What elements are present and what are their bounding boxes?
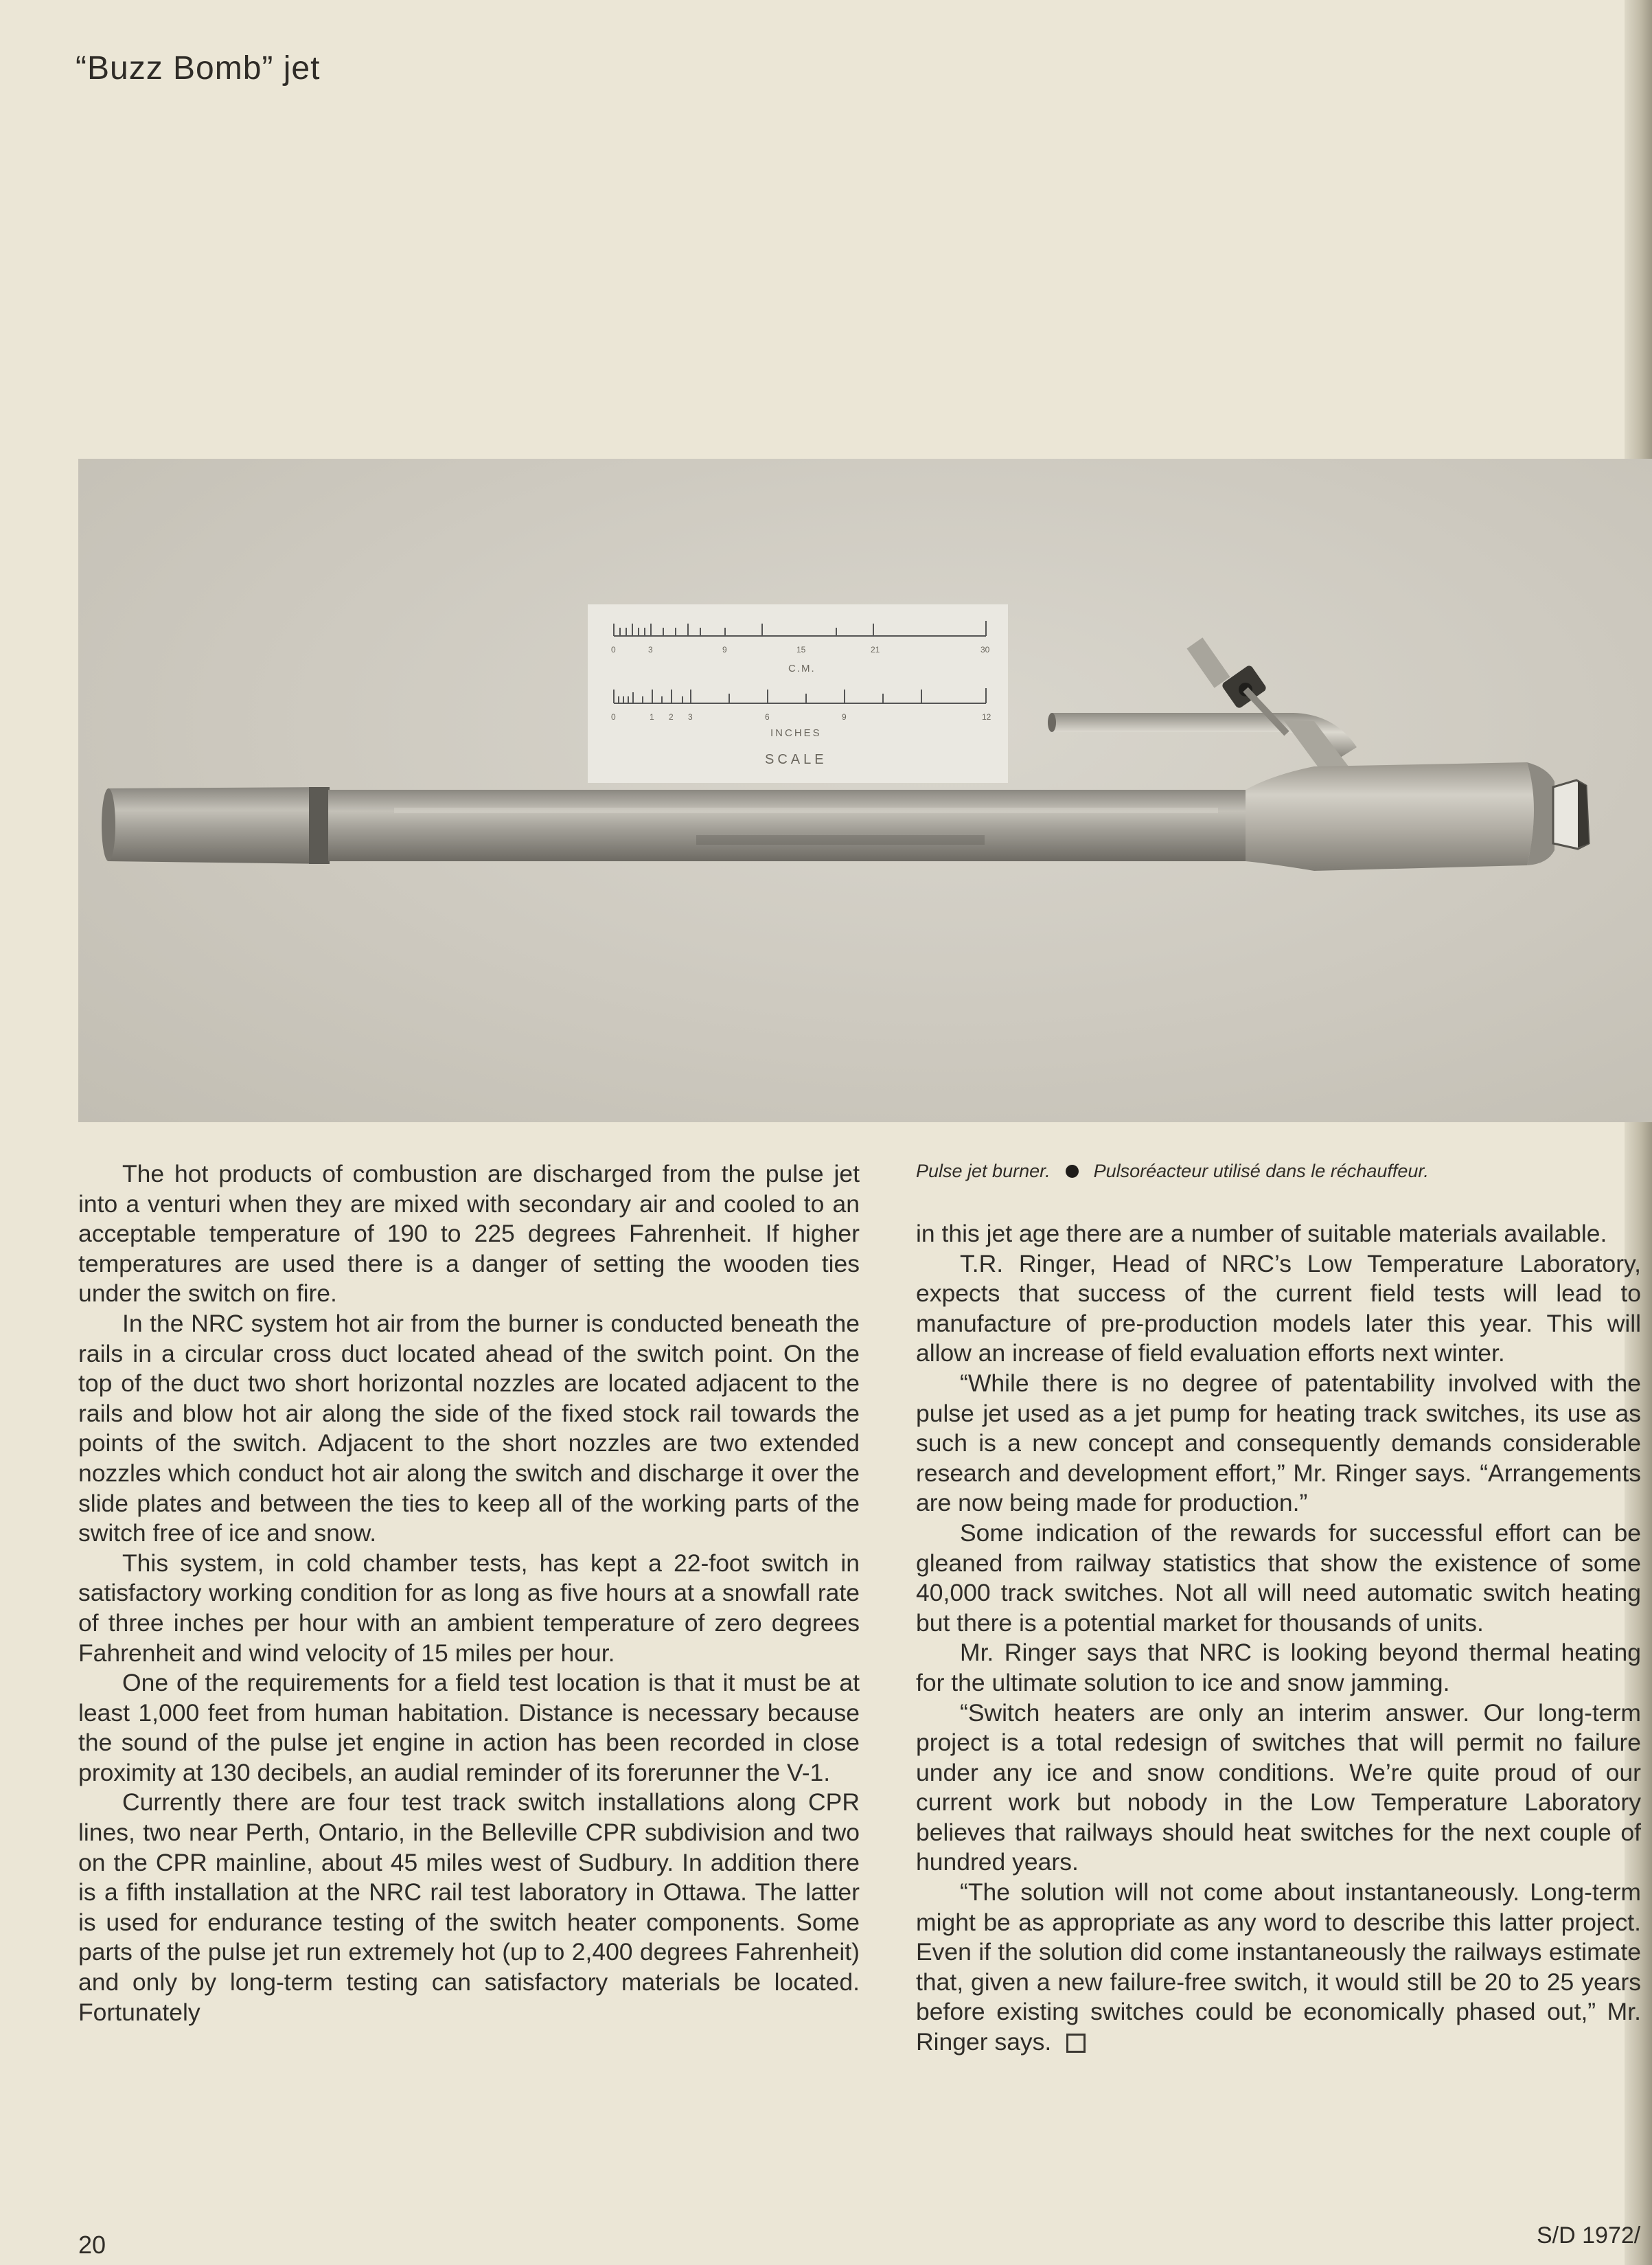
cm-label: C.M. [788,663,816,674]
inch-tick-label: 2 [669,712,674,722]
paragraph: This system, in cold chamber tests, has kept a 22-foot switch in satisfactory working condition for as long as five hours at a snowfall rate of three inches per hour with an ambient temperature of zero degrees Fahrenheit and wind velocity of 15 miles per hour. [78,1549,860,1667]
caption-french: Pulsoréacteur utilisé dans le réchauffeur. [1093,1161,1429,1181]
figure-caption [916,1161,1616,1182]
end-of-article-icon [1066,2034,1086,2053]
paragraph: The hot products of combustion are discharged from the pulse jet into a venturi when they are mixed with secondary air and cooled to an acceptable temperature of 190 to 225 degrees Fahrenheit. If higher temperatures are used there is a danger of setting the wooden ties under the switch on fire. [78,1160,860,1308]
inch-tick-label: 12 [982,712,991,722]
caption-english: Pulse jet burner. [916,1161,1051,1181]
article-left-column [78,1159,860,2027]
scale-label: SCALE [765,752,827,767]
cm-tick-label: 21 [871,645,880,655]
page-number: 20 [78,2231,106,2259]
cm-tick-label: 0 [611,645,616,655]
cm-tick-label: 15 [796,645,806,655]
paragraph: Currently there are four test track switch installations along CPR lines, two near Perth, Ontario, in the Belleville CPR subdivision and two on the CPR mainline, about 45 miles west of Sudbury. In addition there is a fifth installation at the NRC rail test laboratory in Ottawa. The latter is used for endurance testing of the switch heater components. Some parts of the pulse jet run extremely hot (up to 2,400 degrees Fahrenheit) and only by long-term testing can satisfactory materials be located. Fortunately [78,1788,860,2026]
inch-tick-label: 1 [650,712,654,722]
paragraph: T.R. Ringer, Head of NRC’s Low Temperature Laboratory, expects that success of the current field tests will lead to manufacture of pre-production models later this year. This will allow an increase of field evaluation efforts next winter. [916,1249,1641,1367]
paragraph: In the NRC system hot air from the burner is conducted beneath the rails in a circular cross duct located ahead of the switch point. On the top of the duct two short horizontal nozzles are located adjacent to the rails and blow hot air along the side of the fixed stock rail towards the points of the switch. Adjacent to the short nozzles are two extended nozzles which conduct hot air along the switch and discharge it over the slide plates and between the ties to keep all of the working parts of the switch free of ice and snow. [78,1309,860,1547]
journal-reference: S/D 1972/ [1537,2222,1641,2249]
bullet-icon [1066,1165,1079,1178]
pulse-jet-illustration [78,459,1652,1122]
paragraph: One of the requirements for a field test location is that it must be at least 1,000 feet from human habitation. Distance is necessary because the sound of the pulse jet engine in action has been recorded in close proximity at 130 decibels, an audial reminder of its forerunner the V-1. [78,1669,860,1786]
cm-tick-label: 9 [722,645,727,655]
inch-tick-label: 3 [688,712,693,722]
pulse-jet-photo [78,459,1652,1122]
inches-label: INCHES [770,727,822,739]
article-right-column [916,1219,1641,2058]
inch-tick-label: 9 [842,712,847,722]
scale-card [588,604,1008,783]
paragraph: “Switch heaters are only an interim answer. Our long-term project is a total redesign of switches that will permit no failure under any ice and snow conditions. We’re quite proud of our current work but nobody in the Low Temperature Laboratory believes that railways should heat switches for the next couple of hundred years. [916,1698,1641,1876]
page-title: “Buzz Bomb” jet [76,50,321,87]
paragraph: Some indication of the rewards for successful effort can be gleaned from railway statistics that show the existence of some 40,000 track switches. Not all will need automatic switch heating but there is a potential market for thousands of units. [916,1518,1641,1637]
paragraph: Mr. Ringer says that NRC is looking beyond thermal heating for the ultimate solution to ice and snow jamming. [916,1639,1641,1696]
final-paragraph-text: “The solution will not come about instantaneously. Long-term might be as appropriate as any word to describe this latter project. Even if the solution did come instantaneously the railways estimate that, given a new failure-free switch, it would still be 20 to 25 years before existing switches could be economically phased out,” Mr. Ringer says. [916,1878,1641,2056]
cm-tick-label: 3 [648,645,653,655]
paragraph-continuation: in this jet age there are a number of suitable materials available. [916,1220,1607,1247]
inch-tick-label: 6 [765,712,770,722]
paragraph: “While there is no degree of patentability involved with the pulse jet used as a jet pump for heating track switches, its use as such is a new concept and consequently demands considerable research and development effort,” Mr. Ringer says. “Arrangements are now being made for production.” [916,1369,1641,1517]
cm-tick-label: 30 [980,645,990,655]
inch-tick-label: 0 [611,712,616,722]
intake-pipe [1048,637,1357,769]
paragraph-final [916,1878,1641,2058]
